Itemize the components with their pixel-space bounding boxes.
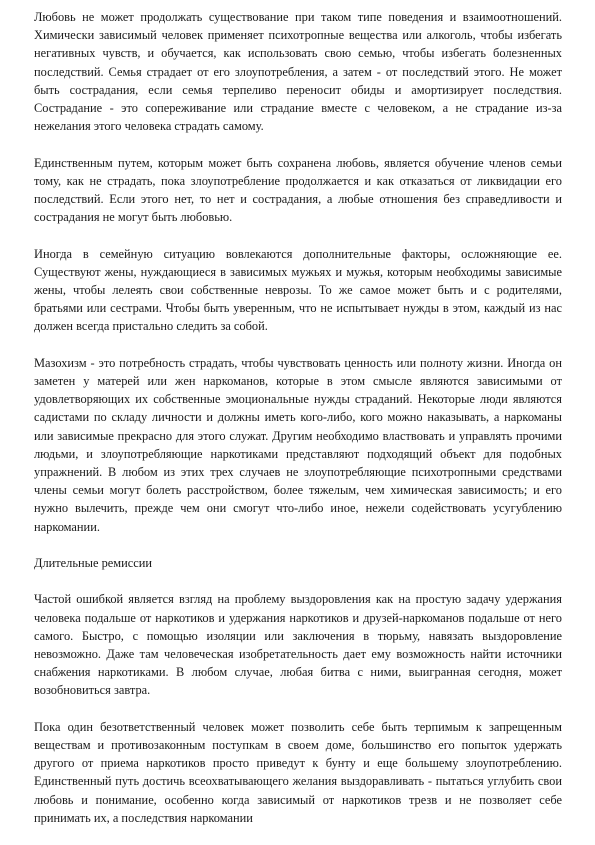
- paragraph-6: Пока один безответственный человек может позволить себе быть терпимым к запрещенным веществам и противозаконным поступкам в своем доме, большинство его попыток удержать другого от приема наркотиков просто приведут к бунту и еще большему злоупотреблению. Единственный путь достичь всеохватывающего желания выздоравливать - пытаться углубить свои любовь и понимание, особенно когда зависимый от наркотиков трезв и не позволяет себе принимать их, а последствия наркомании: [34, 719, 562, 825]
- paragraph-5: Частой ошибкой является взгляд на проблему выздоровления как на простую задачу удержания человека подальше от наркотиков и удержания наркотиков и друзей-наркоманов подальше от него самого. Быстро, с помощью изоляции или заключения в тюрьму, навязать выздоровление невозможно. Даже там человеческая изобретательность дает ему возможность найти источники снабжения наркотиками. В любом случае, любая битва с ними, выигранная сегодня, может возобновиться завтра.: [34, 592, 562, 698]
- paragraph-3: Иногда в семейную ситуацию вовлекаются дополнительные факторы, осложняющие ее. Существуют жены, нуждающиеся в зависимых мужьях и мужья, которым необходимы зависимые жены, чтобы лелеять свои собственные неврозы. То же самое может быть и с родителями, братьями или сестрами. Чтобы быть уверенным, что не испытывает нужды в этом, каждый из нас должен всегда пристально следить за собой.: [34, 246, 562, 334]
- paragraph-1: Любовь не может продолжать существование при таком типе поведения и взаимоотношений. Химически зависимый человек применяет психотропные вещества или алкоголь, чтобы избегать негативных чувств, и обучается, как использовать свою семью, чтобы избегать болезненных последствий. Семья страдает от его злоупотребления, а затем - от последствий этого. Не может быть сострадания, если семья терпеливо переносит обиды и амортизирует последствия. Сострадание - это сопереживание или страдание вместе с человеком, а не страдание из-за нежелания этого человека страдать самому.: [34, 10, 562, 134]
- paragraph-4: Мазохизм - это потребность страдать, чтобы чувствовать ценность или полноту жизни. Иногда он заметен у матерей или жен наркоманов, которые в этом смысле являются зависимыми от удовлетворяющих их собственные эмоциональные нужды страданий. Некоторые люди являются садистами по складу личности и должны иметь кого-либо, кого можно наказывать, а наркоманы или зависимые прекрасно для этого служат. Другим необходимо властвовать и управлять прочими людьми, и злоупотребляющие наркотиками представляют подходящий объект для подобных упражнений. В любом из этих трех случаев не злоупотребляющие психотропными средствами члены семьи могут болеть расстройством, более тяжелым, чем химическая зависимость; и его нужно вылечить, прежде чем они смогут что-либо иное, нежели содействовать усугублению наркомании.: [34, 355, 562, 534]
- document-page: [34, 8, 562, 845]
- section-heading: Длительные ремиссии: [34, 556, 152, 571]
- paragraph-2: Единственным путем, которым может быть сохранена любовь, является обучение членов семьи тому, как не страдать, пока злоупотребление продолжается и как отказаться от ликвидации его последствий. Если этого нет, то нет и сострадания, а любые отношения без справедливости и сострадания не могут быть любовью.: [34, 155, 562, 225]
